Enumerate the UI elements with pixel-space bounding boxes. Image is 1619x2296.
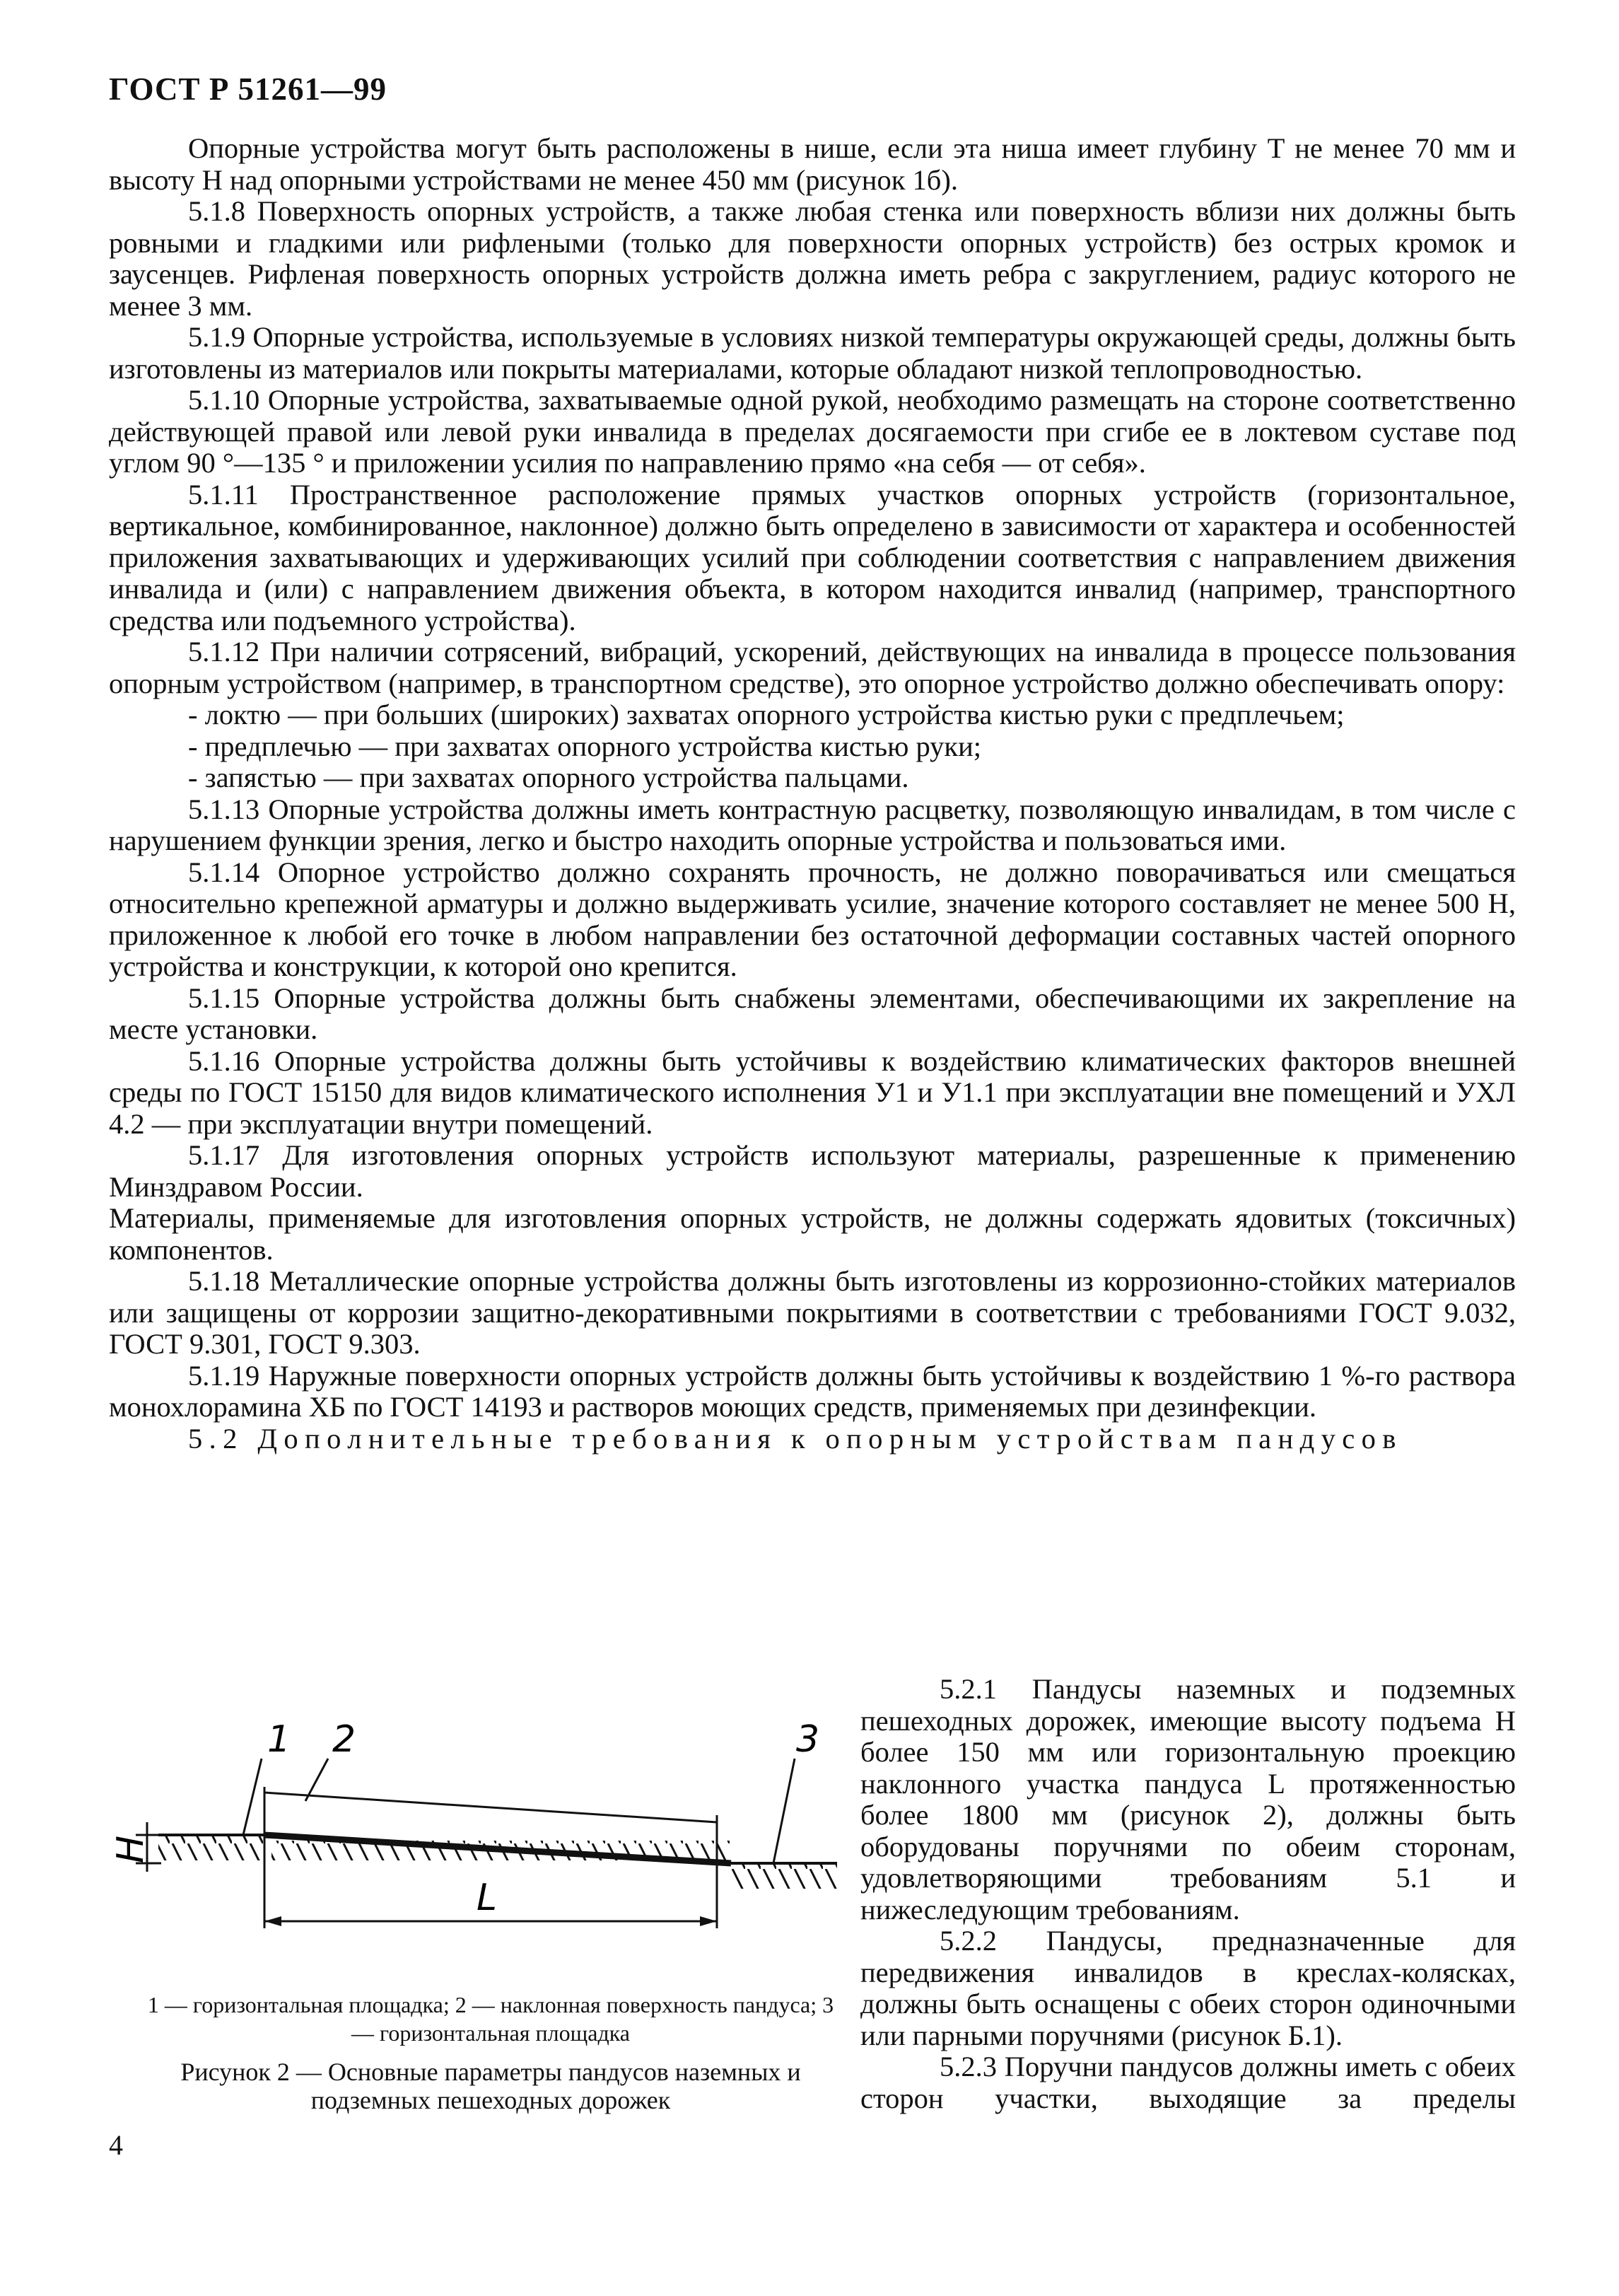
- list-item: - локтю — при больших (широких) захватах опорного устройства кистью руки с предплечьем;: [188, 699, 1345, 730]
- label-1: 1: [267, 1718, 291, 1761]
- paragraph-5-1-13: 5.1.13 Опорные устройства должны иметь контрастную расцветку, позволяющую инвалидам, в том числе с нарушением функции зрения, легко и быстро находить опорные устройства и пользоваться ими.: [109, 793, 1516, 856]
- paragraph-5-1-18: 5.1.18 Металлические опорные устройства должны быть изготовлены из коррозионно-стойких материалов или защищены от коррозии защитно-декоративными покрытиями в соответствии с требованиями ГОСТ 9.032, ГОСТ 9.301, ГОСТ 9.303.: [109, 1265, 1516, 1360]
- section-heading-5-2: 5.2 Дополнительные требования к опорным устройствам пандусов: [188, 1422, 1403, 1455]
- lower-block: [109, 1674, 1516, 2112]
- paragraph-5-2-2: 5.2.2 Пандусы, предназначенные для передвижения инвалидов в креслах-колясках, должны быть оснащены с обеих сторон одиночными или парными поручнями (рисунок Б.1).: [860, 1925, 1516, 2051]
- figure-caption: Рисунок 2 — Основные параметры пандусов наземных и подземных пешеходных дорожек: [180, 2058, 801, 2114]
- label-2: 2: [332, 1718, 356, 1761]
- list-item: - предплечью — при захватах опорного устройства кистью руки;: [188, 730, 982, 762]
- paragraph-5-1-11: 5.1.11 Пространственное расположение прямых участков опорных устройств (горизонтальное, вертикальное, комбинированное, наклонное) должно быть определено в зависимости от характера и особенностей приложения захватывающих и удерживающих усилий при соблюдении соответствия с направлением движения инвалида и (или) с направлением движения объекта, в котором находится инвалид (например, транспортного средства или подъемного устройства).: [109, 478, 1516, 636]
- paragraph-5-1-17: 5.1.17 Для изготовления опорных устройств используют материалы, разрешенные к применению Минздравом России.: [109, 1139, 1516, 1203]
- paragraph: Опорные устройства могут быть расположены в нише, если эта ниша имеет глубину T не менее 70 мм и высоту H над опорными устройствами не менее 450 мм (рисунок 1б).: [109, 132, 1516, 196]
- paragraph-5-1-8: 5.1.8 Поверхность опорных устройств, а также любая стенка или поверхность вблизи них должны быть ровными и гладкими или рифлеными (только для поверхности опорных устройств) без острых кромок и заусенцев. Рифленая поверхность опорных устройств должна иметь ребра с закруглением, радиус которого не менее 3 мм.: [109, 195, 1516, 322]
- handrail-line: [264, 1793, 717, 1822]
- right-column: [860, 1674, 1516, 2114]
- label-3: 3: [796, 1718, 820, 1761]
- paragraph-5-1-10: 5.1.10 Опорные устройства, захватываемые одной рукой, необходимо размещать на стороне соответственно действующей правой или левой руки инвалида в пределах досягаемости при сгибе ее в локтевом суставе под углом 90 °—135 ° и приложении усилия по направлению прямо «на себя — от себя».: [109, 384, 1516, 479]
- list-item: - запястью — при захватах опорного устройства пальцами.: [188, 762, 909, 793]
- paragraph-5-1-17-b: Материалы, применяемые для изготовления опорных устройств, не должны содержать ядовитых (токсичных) компонентов.: [109, 1202, 1516, 1266]
- paragraph-5-2-3: 5.2.3 Поручни пандусов должны иметь с обеих сторон участки, выходящие за пределы: [860, 2051, 1516, 2114]
- label-L: L: [477, 1877, 497, 1919]
- document-header: ГОСТ Р 51261—99: [109, 71, 387, 107]
- paragraph-5-1-12: 5.1.12 При наличии сотрясений, вибраций, ускорений, действующих на инвалида в процессе пользования опорным устройством (например, в транспортном средстве), это опорное устройство должно обеспечивать опору:: [109, 636, 1516, 699]
- paragraph-5-1-16: 5.1.16 Опорные устройства должны быть устойчивы к воздействию климатических факторов внешней среды по ГОСТ 15150 для видов климатического исполнения У1 и У1.1 при эксплуатации вне помещений и УХЛ 4.2 — при эксплуатации внутри помещений.: [109, 1044, 1516, 1140]
- paragraph-5-2-1: 5.2.1 Пандусы наземных и подземных пешеходных дорожек, имеющие высоту подъема H более 150 мм или горизонтальную проекцию наклонного участка пандуса L протяженностью более 1800 мм (рисунок 2), должны быть оборудованы поручнями по обеим сторонам, удовлетворяющими требованиям 5.1 и нижеследующим требованиям.: [860, 1673, 1516, 1925]
- label-H: H: [110, 1835, 152, 1863]
- paragraph-5-1-15: 5.1.15 Опорные устройства должны быть снабжены элементами, обеспечивающими их закрепление на месте установки.: [109, 981, 1516, 1045]
- page-number: 4: [109, 2129, 123, 2161]
- main-text: [109, 133, 1516, 1455]
- figure-legend: 1 — горизонтальная площадка; 2 — наклонная поверхность пандуса; 3 — горизонтальная площадка: [147, 1992, 834, 2046]
- figure-2: [109, 1674, 837, 2112]
- paragraph-5-1-19: 5.1.19 Наружные поверхности опорных устройств должны быть устойчивы к воздействию 1 %-го раствора монохлорамина ХБ по ГОСТ 14193 и растворов моющих средств, применяемых при дезинфекции.: [109, 1359, 1516, 1423]
- ramp-diagram: [110, 1716, 837, 1985]
- paragraph-5-1-9: 5.1.9 Опорные устройства, используемые в условиях низкой температуры окружающей среды, должны быть изготовлены из материалов или покрыты материалами, которые обладают низкой теплопроводностью.: [109, 321, 1516, 385]
- paragraph-5-1-14: 5.1.14 Опорное устройство должно сохранять прочность, не должно поворачиваться или смещаться относительно крепежной арматуры и должно выдерживать усилие, значение которого составляет не менее 500 Н, приложенное к любой его точке в любом направлении без остаточной деформации составных частей опорного устройства и конструкции, к которой оно крепится.: [109, 856, 1516, 982]
